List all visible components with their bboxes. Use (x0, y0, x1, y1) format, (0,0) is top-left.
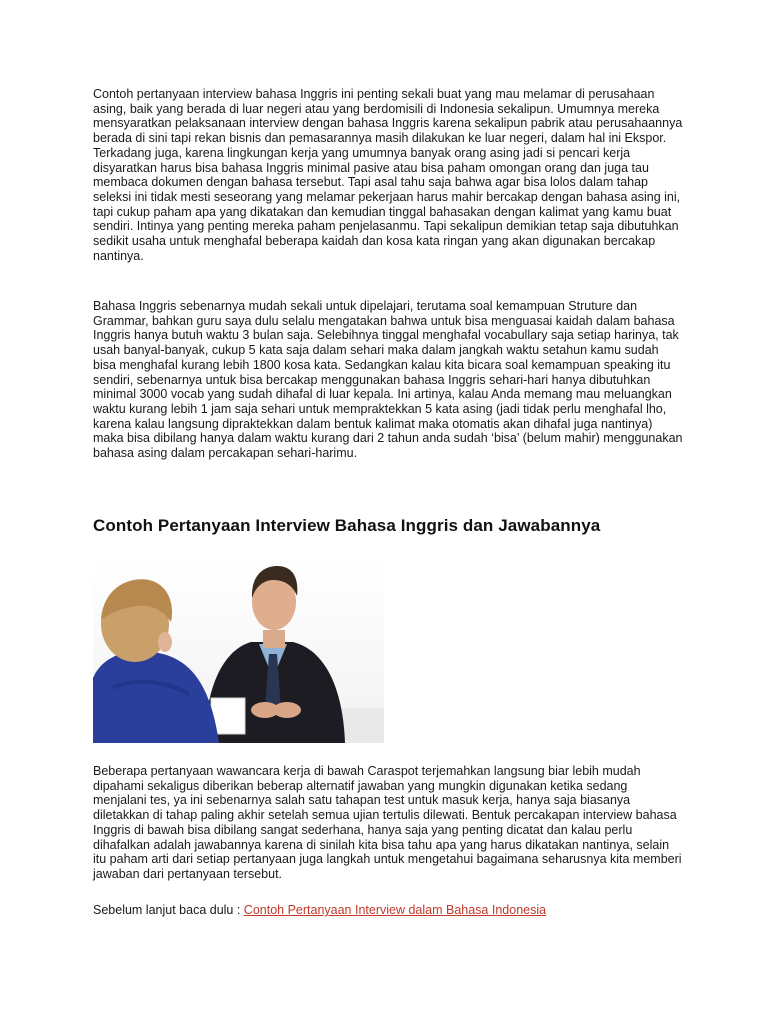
read-first-prefix: Sebelum lanjut baca dulu : (93, 903, 244, 917)
related-article-link[interactable]: Contoh Pertanyaan Interview dalam Bahasa Indonesia (243, 903, 547, 917)
questions-paragraph: Beberapa pertanyaan wawancara kerja di bawah Caraspot terjemahkan langsung biar lebih mudah dipahami sekaligus diberikan beberap alternatif jawaban yang mungkin digunakan ketika sedang menjalani tes, ya ini sebenarnya salah satu tahapan test untuk masuk kerja, hanya saja biasanya diletakkan di tahap paling akhir setelah semua ujian tertulis dilewati. Bentuk percakapan interview bahasa Inggris di bawah bisa dibilang sangat sederhana, hanya saja yang penting dicatat dan kalau perlu dihafalkan adalah jawabannya karena di sinilah kita bisa tahu apa yang harus dikatakan nantinya, selain itu paham arti dari setiap pertanyaan juga langkah untuk mengetahui bagaimana seharusnya kita memberi jawaban dari pertanyaan tersebut. (93, 764, 682, 881)
intro-paragraph: Contoh pertanyaan interview bahasa Inggris ini penting sekali buat yang mau melamar di perusahaan asing, baik yang berada di luar negeri atau yang berdomisili di Indonesia sekalipun. Umumnya mereka mensyaratkan pelaksanaan interview dengan bahasa Inggris karena sekalipun pabrik atau perusahaannya berada di sini tapi rekan bisnis dan pemasarannya masih dilakukan ke luar negeri, dalam hal ini Ekspor. Terkadang juga, karena lingkungan kerja yang umumnya banyak orang asing jadi si pencari kerja disyaratkan harus bisa bahasa Inggris minimal pasive atau bisa paham omongan orang dan juga tau membaca dokumen dengan bahasa tersebut. Tapi asal tahu saja bahwa agar bisa lolos dalam tahap seleksi ini tidak mesti seseorang yang melamar pekerjaan harus mahir bercakap dengan bahasa asing ini, tapi cukup paham apa yang dikatakan dan kemudian tinggal bahasakan dengan kalimat yang kamu buat sendiri. Intinya yang penting mereka paham penjelasanmu. Tapi sekalipun demikian tetap saja dibutuhkan sedikit usaha untuk menghafal beberapa kaidah dan kosa kata ringan yang akan digunakan bercakap nantinya. (93, 87, 683, 263)
section-heading: Contoh Pertanyaan Interview Bahasa Inggris dan Jawabannya (93, 516, 601, 535)
interview-photo (93, 558, 384, 743)
learning-paragraph: Bahasa Inggris sebenarnya mudah sekali untuk dipelajari, terutama soal kemampuan Struture dan Grammar, bahkan guru saya dulu selalu mengatakan bahwa untuk bisa menguasai kaidah dalam bahasa Inggris hanya butuh waktu 3 bulan saja. Selebihnya tinggal menghafal vocabullary saja setiap harinya, tak usah banyal-banyak, cukup 5 kata saja dalam sehari maka dalam jangkah waktu setahun kamu sudah bisa menghafal kurang lebih 1800 kosa kata. Sedangkan kalau kita bicara soal kemampuan speaking itu sendiri, sebenarnya untuk bisa bercakap menggunakan bahasa Inggris sehari-hari hanya dibutuhkan minimal 3000 vocab yang sudah dihafal di luar kepala. Ini artinya, kalau Anda memang mau meluangkan waktu kurang lebih 1 jam saja sehari untuk mempraktekkan 5 kata asing (jadi tidak perlu menghafal lho, karena kalau langsung dipraktekkan dalam bentuk kalimat maka otomatis akan dihafal juga nantinya) maka bisa dibilang hanya dalam waktu kurang dari 2 tahun anda sudah ‘bisa’ (belum mahir) menggunakan bahasa asing dalam percakapan sehari-harimu. (93, 299, 683, 461)
read-first-line (93, 903, 546, 918)
